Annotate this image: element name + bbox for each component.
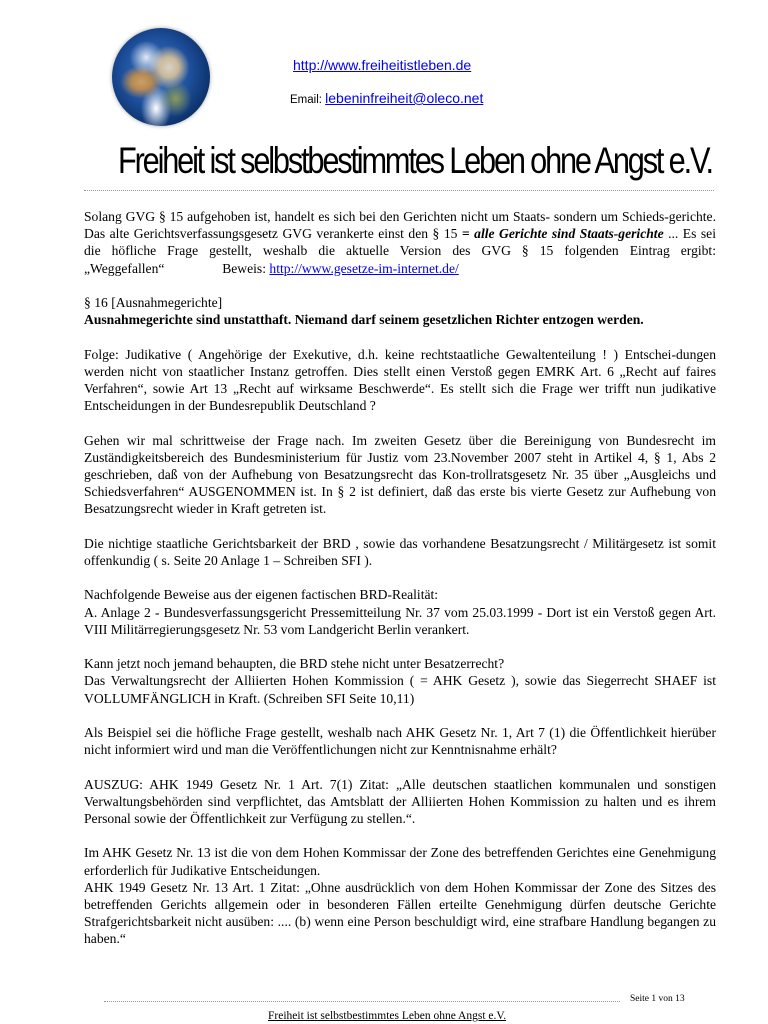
ahk-13-intro: Im AHK Gesetz Nr. 13 ist die von dem Hohen Kommissar der Zone des betreffenden Gerichtes eine Genehmigung erforderlich für Judikative Entscheidungen. (84, 845, 716, 878)
beweise-intro: Nachfolgende Beweise aus der eigenen factischen BRD-Realität: (84, 587, 439, 603)
email-line (290, 90, 483, 106)
paragraph-bereinigung: Gehen wir mal schrittweise der Frage nach. Im zweiten Gesetz über die Bereinigung von Bundesrecht im Zuständigkeitsbereich des Bundesministerium für Justiz vom 23.November 2007 steht in Artikel 4, § 1, Abs 2 geschrieben, daß von der Aufhebung von Besatzungsrecht das Kon-trollratsgesetz Nr. 35 über „Ausgleichs und Schiedsverfahren“ AUSGENOMMEN ist. In § 2 ist definiert, daß das erste bis vierte Gesetz zur Aufhebung von Besatzungsrecht wieder in Kraft getreten ist. (84, 432, 716, 517)
ahk-13-quote: AHK 1949 Gesetz Nr. 13 Art. 1 Zitat: „Ohne ausdrücklich von dem Hohen Kommissar der Zone des Sitzes des betreffenden Gerichts allgemein oder in besonderen Fällen erteilte Genehmigung dürfen deutsche Gerichte Strafgerichtsbarkeit nicht ausüben: .... (b) wenn eine Person beschuldigt wird, eine strafbare Handlung begangen zu haben.“ (84, 879, 716, 947)
paragraph-section-16 (84, 294, 716, 328)
footer-divider (104, 1001, 620, 1002)
paragraph-gerichtsbarkeit: Die nichtige staatliche Gerichtsbarkeit der BRD , sowie das vorhandene Besatzungsrecht / Militärgesetz ist somit offenkundig ( s. Seite 20 Anlage 1 – Schreiben SFI ). (84, 535, 716, 568)
website-link[interactable]: http://www.freiheitistleben.de (293, 57, 472, 73)
paragraph-beispiel: Als Beispiel sei die höfliche Frage gestellt, weshalb nach AHK Gesetz Nr. 1, Art 7 (1) die Öffentlichkeit hierüber nicht informiert wird und man die Veröffentlichungen nicht zur Kenntnisnahme erhält? (84, 724, 716, 758)
page-number: Seite 1 von 13 (630, 994, 685, 1004)
beweise-anlage-2: A. Anlage 2 - Bundesverfassungsgericht Pressemitteilung Nr. 37 vom 25.03.1999 - Dort ist ein Verstoß gegen Art. VIII Militärregierungsgesetz Nr. 53 vom Landgericht Berlin verankert. (84, 604, 716, 637)
beweis-label: Beweis: (222, 260, 266, 276)
besatzerrecht-question: Kann jetzt noch jemand behaupten, die BRD stehe nicht unter Besatzerrecht? (84, 656, 505, 672)
paragraph-beweise (84, 586, 716, 638)
paragraph-auszug: AUSZUG: AHK 1949 Gesetz Nr. 1 Art. 7(1) Zitat: „Alle deutschen staatlichen kommunalen und sonstigen Verwaltungsbehörden sind verpflichtet, das Amtsblatt der Alliierten Hohen Kommission zu halten und es ihrem Personal sowie der Öffentlichkeit zur Verfügung zu stellen.“. (84, 776, 716, 826)
document-body (84, 208, 716, 948)
section-16-heading: § 16 [Ausnahmegerichte] (84, 295, 223, 310)
email-link[interactable]: lebeninfreiheit@oleco.net (325, 90, 484, 106)
paragraph-ahk-13 (84, 844, 716, 947)
paragraph-folge: Folge: Judikative ( Angehörige der Exekutive, d.h. keine rechtstaatliche Gewaltenteilung ! ) Entschei-dungen werden nicht von staatlicher Instanz getroffen. Dies stellt einen Verstoß gegen EMRK Art. 6 „Recht auf faires Verfahren“, sowie Art 13 „Recht auf wirksame Beschwerde“. Es stellt sich die Frage wer trifft nun judikative Entscheidungen in der Bundesrepublik Deutschland ? (84, 346, 716, 414)
email-label: Email: (290, 94, 322, 106)
footer-title: Freiheit ist selbstbestimmtes Leben ohne Angst e.V. (268, 1010, 507, 1022)
paragraph-besatzerrecht (84, 655, 716, 707)
gvg-emphasis: = alle Gerichte sind Staats-gerichte (461, 226, 664, 242)
header-divider (84, 190, 714, 191)
gvg-text-a: Solang GVG § 15 aufgehoben ist, handelt es sich bei den Gerichten nicht um Staats- sondern um Schieds-gerichte. Das alte Gerichtsverfassungsgesetz GVG verankerte einst den § 15 (84, 209, 716, 242)
document-title: Freiheit ist selbstbestimmtes Leben ohne Angst e.V. (118, 140, 712, 181)
gvg-text-b: ... Es sei die höfliche Frage gestellt, weshalb die aktuelle Version des GVG § 15 folgenden Eintrag ergibt: „Weggefallen“ (84, 226, 716, 276)
section-16-text: Ausnahmegerichte sind unstatthaft. Niemand darf seinem gesetzlichen Richter entzogen werden. (84, 312, 644, 328)
earth-globe-icon (112, 28, 210, 126)
besatzerrecht-text: Das Verwaltungsrecht der Alliierten Hohen Kommission ( = AHK Gesetz ), sowie das Siegerrecht SHAEF ist VOLLUMFÄNGLICH in Kraft. (Schreiben SFI Seite 10,11) (84, 673, 716, 706)
paragraph-gvg (84, 208, 716, 277)
beweis-link[interactable]: http://www.gesetze-im-internet.de/ (269, 260, 459, 276)
